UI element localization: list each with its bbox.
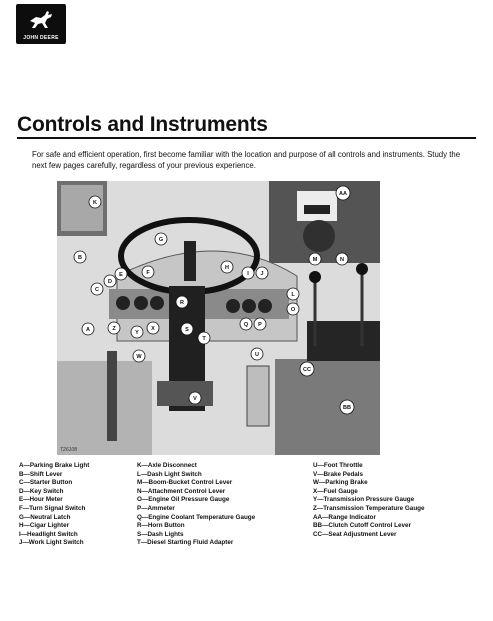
svg-text:F: F bbox=[146, 270, 150, 276]
callout-k bbox=[89, 196, 101, 208]
legend-item: P—Ammeter bbox=[137, 504, 175, 512]
callout-d bbox=[104, 275, 116, 287]
callout-n bbox=[336, 253, 348, 265]
callout-j bbox=[256, 267, 268, 279]
callout-z bbox=[108, 322, 120, 334]
callout-g bbox=[155, 233, 167, 245]
cab-controls-photo bbox=[57, 181, 380, 455]
legend-item: E—Hour Meter bbox=[19, 496, 63, 504]
legend-column-2 bbox=[137, 462, 255, 548]
callout-w bbox=[133, 350, 145, 362]
legend-item: J—Work Light Switch bbox=[19, 539, 84, 547]
callout-e bbox=[115, 268, 127, 280]
brand-name: JOHN DEERE bbox=[23, 35, 59, 41]
callout-c bbox=[91, 283, 103, 295]
deer-icon bbox=[27, 7, 55, 29]
svg-text:Z: Z bbox=[112, 326, 116, 332]
svg-text:T: T bbox=[202, 336, 206, 342]
svg-text:W: W bbox=[136, 354, 142, 360]
callout-o bbox=[287, 303, 299, 315]
legend-item: M—Boom-Bucket Control Lever bbox=[137, 479, 233, 487]
callout-p bbox=[254, 318, 266, 330]
callout-q bbox=[240, 318, 252, 330]
legend-item: C—Starter Button bbox=[19, 479, 73, 487]
intro-paragraph: For safe and efficient operation, first become familiar with the location and purpose of all controls and instruments. Study the next few pages carefully, regardless of your previous experience. bbox=[32, 150, 461, 170]
legend-item: CC—Seat Adjustment Lever bbox=[313, 530, 397, 538]
legend-item: X—Fuel Gauge bbox=[313, 487, 358, 495]
svg-text:E: E bbox=[119, 272, 123, 278]
legend-item: A—Parking Brake Light bbox=[19, 462, 90, 469]
legend-item: Y—Transmission Pressure Gauge bbox=[313, 496, 415, 504]
legend-item: Z—Transmission Temperature Gauge bbox=[313, 504, 425, 512]
callout-y bbox=[131, 326, 143, 338]
photo-code: T26108 bbox=[60, 447, 77, 453]
legend-item: Q—Engine Coolant Temperature Gauge bbox=[137, 513, 256, 521]
svg-text:P: P bbox=[258, 322, 262, 328]
svg-text:CC: CC bbox=[303, 367, 311, 373]
svg-text:I: I bbox=[247, 271, 249, 277]
callout-cc bbox=[300, 362, 314, 376]
callout-x bbox=[147, 322, 159, 334]
legend-item: V—Brake Pedals bbox=[313, 470, 364, 478]
callout-t bbox=[198, 332, 210, 344]
svg-text:Y: Y bbox=[135, 330, 139, 336]
legend-item: K—Axle Disconnect bbox=[137, 462, 197, 469]
legend-item: U—Foot Throttle bbox=[313, 462, 363, 469]
callout-aa bbox=[336, 186, 350, 200]
legend-item: G—Neutral Latch bbox=[19, 513, 71, 521]
svg-text:AA: AA bbox=[339, 191, 347, 197]
callout-v bbox=[189, 392, 201, 404]
svg-text:L: L bbox=[291, 292, 295, 298]
legend-column-3 bbox=[313, 462, 425, 539]
callout-b bbox=[74, 251, 86, 263]
legend-item: R—Horn Button bbox=[137, 522, 185, 530]
svg-text:R: R bbox=[180, 300, 184, 306]
svg-text:N: N bbox=[340, 257, 344, 263]
callout-l bbox=[287, 288, 299, 300]
page-title: Controls and Instruments bbox=[17, 113, 268, 136]
svg-text:S: S bbox=[185, 327, 189, 333]
legend-column-1 bbox=[19, 462, 89, 548]
svg-text:C: C bbox=[95, 287, 99, 293]
svg-text:X: X bbox=[151, 326, 155, 332]
callout-s bbox=[181, 323, 193, 335]
legend-item: BB—Clutch Cutoff Control Lever bbox=[313, 522, 411, 530]
john-deere-logo bbox=[16, 4, 66, 44]
svg-text:V: V bbox=[193, 396, 197, 402]
legend-item: I—Headlight Switch bbox=[19, 530, 78, 538]
svg-text:J: J bbox=[260, 271, 264, 277]
svg-text:K: K bbox=[93, 200, 97, 206]
svg-text:B: B bbox=[78, 255, 82, 261]
callout-f bbox=[142, 266, 154, 278]
legend-item: F—Turn Signal Switch bbox=[19, 504, 86, 512]
svg-text:Q: Q bbox=[243, 322, 249, 328]
svg-text:U: U bbox=[255, 352, 259, 358]
callout-u bbox=[251, 348, 263, 360]
callout-i bbox=[242, 267, 254, 279]
svg-text:A: A bbox=[86, 327, 90, 333]
svg-text:D: D bbox=[108, 279, 112, 285]
legend-item: S—Dash Lights bbox=[137, 530, 184, 538]
callout-a bbox=[82, 323, 94, 335]
legend-item: D—Key Switch bbox=[19, 487, 64, 495]
callout-r bbox=[176, 296, 188, 308]
legend-item: L—Dash Light Switch bbox=[137, 470, 202, 478]
title-divider bbox=[17, 137, 476, 139]
callout-m bbox=[309, 253, 321, 265]
legend-item: W—Parking Brake bbox=[313, 479, 368, 487]
svg-text:M: M bbox=[312, 257, 318, 263]
callout-bb bbox=[340, 400, 354, 414]
svg-text:O: O bbox=[290, 307, 296, 313]
callout-h bbox=[221, 261, 233, 273]
legend-item: O—Engine Oil Pressure Gauge bbox=[137, 496, 230, 504]
svg-text:H: H bbox=[225, 265, 229, 271]
svg-text:BB: BB bbox=[343, 405, 351, 411]
legend-item: T—Diesel Starting Fluid Adapter bbox=[137, 539, 234, 547]
legend-item: B—Shift Lever bbox=[19, 470, 63, 478]
legend-item: N—Attachment Control Lever bbox=[137, 487, 226, 495]
svg-text:G: G bbox=[158, 237, 164, 243]
legend-item: AA—Range Indicator bbox=[313, 513, 376, 521]
legend-item: H—Cigar Lighter bbox=[19, 522, 70, 530]
